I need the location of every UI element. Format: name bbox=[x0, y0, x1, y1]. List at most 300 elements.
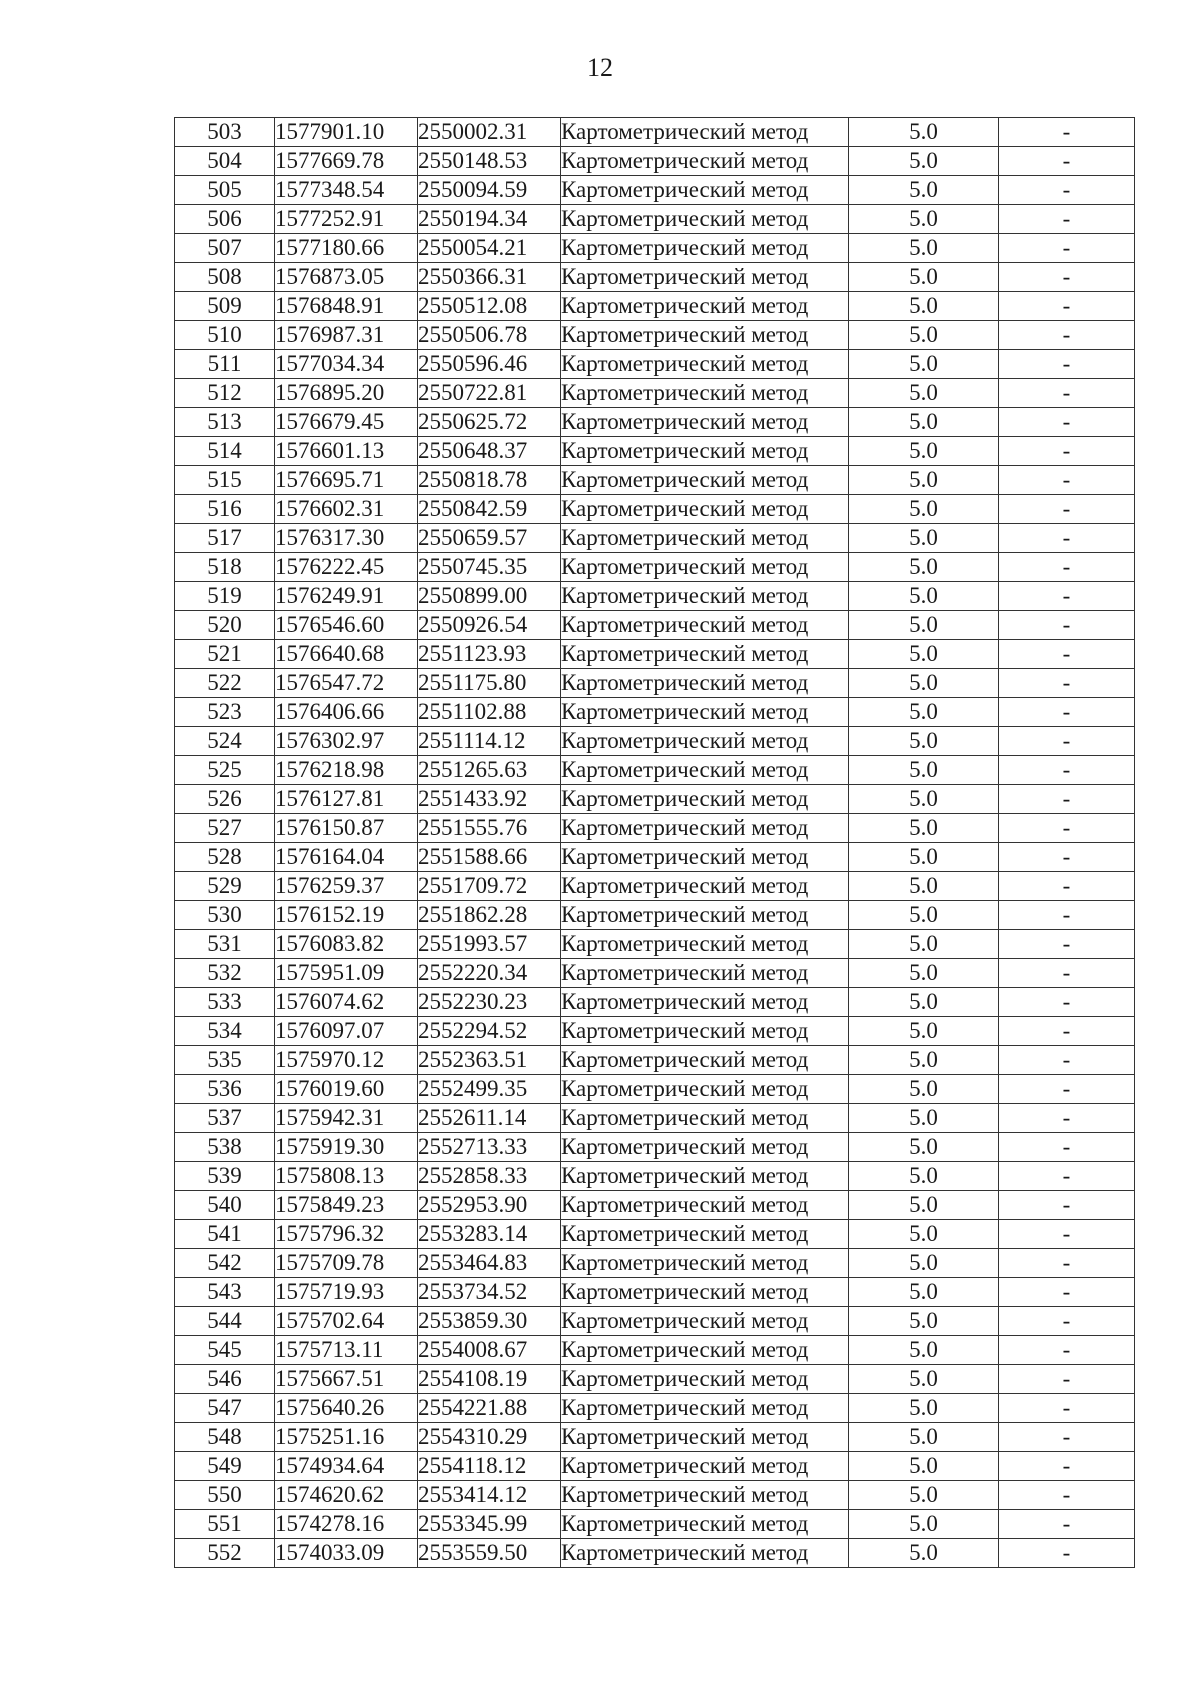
x-coordinate-cell: 1577348.54 bbox=[275, 176, 418, 205]
note-cell: - bbox=[999, 1452, 1135, 1481]
point-number-cell: 530 bbox=[175, 901, 275, 930]
method-cell: Картометрический метод bbox=[561, 437, 849, 466]
accuracy-cell: 5.0 bbox=[849, 176, 999, 205]
point-number-cell: 516 bbox=[175, 495, 275, 524]
y-coordinate-cell: 2550659.57 bbox=[418, 524, 561, 553]
accuracy-cell: 5.0 bbox=[849, 466, 999, 495]
note-cell: - bbox=[999, 1104, 1135, 1133]
table-row bbox=[175, 1452, 1135, 1481]
note-cell: - bbox=[999, 1423, 1135, 1452]
note-cell: - bbox=[999, 379, 1135, 408]
accuracy-cell: 5.0 bbox=[849, 1278, 999, 1307]
table-row bbox=[175, 1104, 1135, 1133]
accuracy-cell: 5.0 bbox=[849, 350, 999, 379]
table-row bbox=[175, 814, 1135, 843]
note-cell: - bbox=[999, 698, 1135, 727]
method-cell: Картометрический метод bbox=[561, 582, 849, 611]
point-number-cell: 527 bbox=[175, 814, 275, 843]
table-row bbox=[175, 1481, 1135, 1510]
y-coordinate-cell: 2551114.12 bbox=[418, 727, 561, 756]
method-cell: Картометрический метод bbox=[561, 524, 849, 553]
y-coordinate-cell: 2550596.46 bbox=[418, 350, 561, 379]
table-row bbox=[175, 205, 1135, 234]
x-coordinate-cell: 1574033.09 bbox=[275, 1539, 418, 1568]
table-row bbox=[175, 1307, 1135, 1336]
x-coordinate-cell: 1577901.10 bbox=[275, 118, 418, 147]
method-cell: Картометрический метод bbox=[561, 292, 849, 321]
y-coordinate-cell: 2551123.93 bbox=[418, 640, 561, 669]
x-coordinate-cell: 1576406.66 bbox=[275, 698, 418, 727]
table-row bbox=[175, 350, 1135, 379]
point-number-cell: 535 bbox=[175, 1046, 275, 1075]
table-row bbox=[175, 1510, 1135, 1539]
point-number-cell: 542 bbox=[175, 1249, 275, 1278]
note-cell: - bbox=[999, 988, 1135, 1017]
x-coordinate-cell: 1576602.31 bbox=[275, 495, 418, 524]
method-cell: Картометрический метод bbox=[561, 1133, 849, 1162]
x-coordinate-cell: 1577252.91 bbox=[275, 205, 418, 234]
table-row bbox=[175, 1220, 1135, 1249]
note-cell: - bbox=[999, 872, 1135, 901]
table-row bbox=[175, 118, 1135, 147]
accuracy-cell: 5.0 bbox=[849, 785, 999, 814]
accuracy-cell: 5.0 bbox=[849, 1539, 999, 1568]
note-cell: - bbox=[999, 669, 1135, 698]
x-coordinate-cell: 1575951.09 bbox=[275, 959, 418, 988]
note-cell: - bbox=[999, 930, 1135, 959]
y-coordinate-cell: 2550625.72 bbox=[418, 408, 561, 437]
note-cell: - bbox=[999, 234, 1135, 263]
y-coordinate-cell: 2553734.52 bbox=[418, 1278, 561, 1307]
y-coordinate-cell: 2551709.72 bbox=[418, 872, 561, 901]
table-row bbox=[175, 959, 1135, 988]
accuracy-cell: 5.0 bbox=[849, 1191, 999, 1220]
x-coordinate-cell: 1575709.78 bbox=[275, 1249, 418, 1278]
y-coordinate-cell: 2553345.99 bbox=[418, 1510, 561, 1539]
accuracy-cell: 5.0 bbox=[849, 930, 999, 959]
table-row bbox=[175, 930, 1135, 959]
x-coordinate-cell: 1576222.45 bbox=[275, 553, 418, 582]
method-cell: Картометрический метод bbox=[561, 1481, 849, 1510]
x-coordinate-cell: 1576695.71 bbox=[275, 466, 418, 495]
accuracy-cell: 5.0 bbox=[849, 292, 999, 321]
y-coordinate-cell: 2550648.37 bbox=[418, 437, 561, 466]
point-number-cell: 510 bbox=[175, 321, 275, 350]
x-coordinate-cell: 1576127.81 bbox=[275, 785, 418, 814]
table-row bbox=[175, 640, 1135, 669]
method-cell: Картометрический метод bbox=[561, 1075, 849, 1104]
coordinates-table-body bbox=[175, 118, 1135, 1568]
x-coordinate-cell: 1575919.30 bbox=[275, 1133, 418, 1162]
y-coordinate-cell: 2552858.33 bbox=[418, 1162, 561, 1191]
y-coordinate-cell: 2550094.59 bbox=[418, 176, 561, 205]
x-coordinate-cell: 1576640.68 bbox=[275, 640, 418, 669]
note-cell: - bbox=[999, 205, 1135, 234]
table-row bbox=[175, 727, 1135, 756]
coordinates-table bbox=[174, 117, 1135, 1568]
method-cell: Картометрический метод bbox=[561, 1249, 849, 1278]
y-coordinate-cell: 2553859.30 bbox=[418, 1307, 561, 1336]
method-cell: Картометрический метод bbox=[561, 669, 849, 698]
table-row bbox=[175, 524, 1135, 553]
y-coordinate-cell: 2552220.34 bbox=[418, 959, 561, 988]
point-number-cell: 537 bbox=[175, 1104, 275, 1133]
y-coordinate-cell: 2550926.54 bbox=[418, 611, 561, 640]
accuracy-cell: 5.0 bbox=[849, 814, 999, 843]
note-cell: - bbox=[999, 1046, 1135, 1075]
x-coordinate-cell: 1575942.31 bbox=[275, 1104, 418, 1133]
method-cell: Картометрический метод bbox=[561, 1452, 849, 1481]
y-coordinate-cell: 2550054.21 bbox=[418, 234, 561, 263]
y-coordinate-cell: 2554221.88 bbox=[418, 1394, 561, 1423]
y-coordinate-cell: 2552953.90 bbox=[418, 1191, 561, 1220]
accuracy-cell: 5.0 bbox=[849, 408, 999, 437]
point-number-cell: 551 bbox=[175, 1510, 275, 1539]
note-cell: - bbox=[999, 263, 1135, 292]
y-coordinate-cell: 2551555.76 bbox=[418, 814, 561, 843]
accuracy-cell: 5.0 bbox=[849, 1017, 999, 1046]
y-coordinate-cell: 2551265.63 bbox=[418, 756, 561, 785]
accuracy-cell: 5.0 bbox=[849, 988, 999, 1017]
method-cell: Картометрический метод bbox=[561, 1510, 849, 1539]
x-coordinate-cell: 1576097.07 bbox=[275, 1017, 418, 1046]
point-number-cell: 543 bbox=[175, 1278, 275, 1307]
x-coordinate-cell: 1575702.64 bbox=[275, 1307, 418, 1336]
note-cell: - bbox=[999, 495, 1135, 524]
y-coordinate-cell: 2550818.78 bbox=[418, 466, 561, 495]
note-cell: - bbox=[999, 1075, 1135, 1104]
y-coordinate-cell: 2552230.23 bbox=[418, 988, 561, 1017]
point-number-cell: 515 bbox=[175, 466, 275, 495]
x-coordinate-cell: 1577034.34 bbox=[275, 350, 418, 379]
method-cell: Картометрический метод bbox=[561, 553, 849, 582]
x-coordinate-cell: 1574934.64 bbox=[275, 1452, 418, 1481]
accuracy-cell: 5.0 bbox=[849, 263, 999, 292]
method-cell: Картометрический метод bbox=[561, 901, 849, 930]
note-cell: - bbox=[999, 1336, 1135, 1365]
point-number-cell: 517 bbox=[175, 524, 275, 553]
table-row bbox=[175, 1539, 1135, 1568]
accuracy-cell: 5.0 bbox=[849, 640, 999, 669]
y-coordinate-cell: 2553283.14 bbox=[418, 1220, 561, 1249]
table-row bbox=[175, 1075, 1135, 1104]
point-number-cell: 536 bbox=[175, 1075, 275, 1104]
method-cell: Картометрический метод bbox=[561, 1162, 849, 1191]
x-coordinate-cell: 1574278.16 bbox=[275, 1510, 418, 1539]
accuracy-cell: 5.0 bbox=[849, 524, 999, 553]
point-number-cell: 541 bbox=[175, 1220, 275, 1249]
method-cell: Картометрический метод bbox=[561, 176, 849, 205]
y-coordinate-cell: 2552713.33 bbox=[418, 1133, 561, 1162]
point-number-cell: 540 bbox=[175, 1191, 275, 1220]
x-coordinate-cell: 1575251.16 bbox=[275, 1423, 418, 1452]
x-coordinate-cell: 1575849.23 bbox=[275, 1191, 418, 1220]
accuracy-cell: 5.0 bbox=[849, 1452, 999, 1481]
y-coordinate-cell: 2551993.57 bbox=[418, 930, 561, 959]
accuracy-cell: 5.0 bbox=[849, 1220, 999, 1249]
method-cell: Картометрический метод bbox=[561, 698, 849, 727]
accuracy-cell: 5.0 bbox=[849, 1104, 999, 1133]
point-number-cell: 508 bbox=[175, 263, 275, 292]
y-coordinate-cell: 2554108.19 bbox=[418, 1365, 561, 1394]
method-cell: Картометрический метод bbox=[561, 379, 849, 408]
y-coordinate-cell: 2550722.81 bbox=[418, 379, 561, 408]
point-number-cell: 522 bbox=[175, 669, 275, 698]
accuracy-cell: 5.0 bbox=[849, 611, 999, 640]
accuracy-cell: 5.0 bbox=[849, 1365, 999, 1394]
point-number-cell: 545 bbox=[175, 1336, 275, 1365]
point-number-cell: 509 bbox=[175, 292, 275, 321]
table-row bbox=[175, 176, 1135, 205]
accuracy-cell: 5.0 bbox=[849, 553, 999, 582]
note-cell: - bbox=[999, 437, 1135, 466]
page-number: 12 bbox=[587, 53, 613, 82]
x-coordinate-cell: 1576895.20 bbox=[275, 379, 418, 408]
accuracy-cell: 5.0 bbox=[849, 379, 999, 408]
y-coordinate-cell: 2551588.66 bbox=[418, 843, 561, 872]
table-row bbox=[175, 1423, 1135, 1452]
table-row bbox=[175, 611, 1135, 640]
method-cell: Картометрический метод bbox=[561, 814, 849, 843]
point-number-cell: 528 bbox=[175, 843, 275, 872]
y-coordinate-cell: 2552499.35 bbox=[418, 1075, 561, 1104]
x-coordinate-cell: 1576601.13 bbox=[275, 437, 418, 466]
x-coordinate-cell: 1576547.72 bbox=[275, 669, 418, 698]
method-cell: Картометрический метод bbox=[561, 1365, 849, 1394]
note-cell: - bbox=[999, 1162, 1135, 1191]
accuracy-cell: 5.0 bbox=[849, 321, 999, 350]
note-cell: - bbox=[999, 1307, 1135, 1336]
method-cell: Картометрический метод bbox=[561, 205, 849, 234]
note-cell: - bbox=[999, 843, 1135, 872]
table-row bbox=[175, 379, 1135, 408]
y-coordinate-cell: 2550194.34 bbox=[418, 205, 561, 234]
method-cell: Картометрический метод bbox=[561, 872, 849, 901]
note-cell: - bbox=[999, 1278, 1135, 1307]
point-number-cell: 534 bbox=[175, 1017, 275, 1046]
accuracy-cell: 5.0 bbox=[849, 1249, 999, 1278]
note-cell: - bbox=[999, 1365, 1135, 1394]
x-coordinate-cell: 1576249.91 bbox=[275, 582, 418, 611]
y-coordinate-cell: 2550842.59 bbox=[418, 495, 561, 524]
y-coordinate-cell: 2550506.78 bbox=[418, 321, 561, 350]
point-number-cell: 525 bbox=[175, 756, 275, 785]
x-coordinate-cell: 1576987.31 bbox=[275, 321, 418, 350]
x-coordinate-cell: 1576083.82 bbox=[275, 930, 418, 959]
method-cell: Картометрический метод bbox=[561, 350, 849, 379]
note-cell: - bbox=[999, 640, 1135, 669]
y-coordinate-cell: 2554118.12 bbox=[418, 1452, 561, 1481]
accuracy-cell: 5.0 bbox=[849, 1510, 999, 1539]
y-coordinate-cell: 2551862.28 bbox=[418, 901, 561, 930]
accuracy-cell: 5.0 bbox=[849, 1307, 999, 1336]
note-cell: - bbox=[999, 524, 1135, 553]
table-row bbox=[175, 437, 1135, 466]
table-row bbox=[175, 1365, 1135, 1394]
note-cell: - bbox=[999, 901, 1135, 930]
point-number-cell: 504 bbox=[175, 147, 275, 176]
note-cell: - bbox=[999, 466, 1135, 495]
method-cell: Картометрический метод bbox=[561, 1191, 849, 1220]
y-coordinate-cell: 2554310.29 bbox=[418, 1423, 561, 1452]
method-cell: Картометрический метод bbox=[561, 263, 849, 292]
point-number-cell: 546 bbox=[175, 1365, 275, 1394]
table-row bbox=[175, 1394, 1135, 1423]
x-coordinate-cell: 1576218.98 bbox=[275, 756, 418, 785]
accuracy-cell: 5.0 bbox=[849, 1162, 999, 1191]
note-cell: - bbox=[999, 350, 1135, 379]
method-cell: Картометрический метод bbox=[561, 756, 849, 785]
table-row bbox=[175, 292, 1135, 321]
note-cell: - bbox=[999, 292, 1135, 321]
accuracy-cell: 5.0 bbox=[849, 1046, 999, 1075]
x-coordinate-cell: 1576848.91 bbox=[275, 292, 418, 321]
note-cell: - bbox=[999, 1191, 1135, 1220]
table-row bbox=[175, 872, 1135, 901]
note-cell: - bbox=[999, 727, 1135, 756]
point-number-cell: 544 bbox=[175, 1307, 275, 1336]
method-cell: Картометрический метод bbox=[561, 1104, 849, 1133]
x-coordinate-cell: 1575808.13 bbox=[275, 1162, 418, 1191]
method-cell: Картометрический метод bbox=[561, 147, 849, 176]
table-row bbox=[175, 756, 1135, 785]
note-cell: - bbox=[999, 1539, 1135, 1568]
note-cell: - bbox=[999, 1017, 1135, 1046]
x-coordinate-cell: 1576164.04 bbox=[275, 843, 418, 872]
y-coordinate-cell: 2550366.31 bbox=[418, 263, 561, 292]
point-number-cell: 503 bbox=[175, 118, 275, 147]
accuracy-cell: 5.0 bbox=[849, 698, 999, 727]
method-cell: Картометрический метод bbox=[561, 1336, 849, 1365]
x-coordinate-cell: 1576019.60 bbox=[275, 1075, 418, 1104]
x-coordinate-cell: 1577180.66 bbox=[275, 234, 418, 263]
point-number-cell: 520 bbox=[175, 611, 275, 640]
note-cell: - bbox=[999, 611, 1135, 640]
note-cell: - bbox=[999, 756, 1135, 785]
method-cell: Картометрический метод bbox=[561, 988, 849, 1017]
point-number-cell: 524 bbox=[175, 727, 275, 756]
point-number-cell: 531 bbox=[175, 930, 275, 959]
table-row bbox=[175, 1133, 1135, 1162]
x-coordinate-cell: 1576074.62 bbox=[275, 988, 418, 1017]
y-coordinate-cell: 2552611.14 bbox=[418, 1104, 561, 1133]
table-row bbox=[175, 466, 1135, 495]
table-row bbox=[175, 1162, 1135, 1191]
accuracy-cell: 5.0 bbox=[849, 727, 999, 756]
accuracy-cell: 5.0 bbox=[849, 1423, 999, 1452]
method-cell: Картометрический метод bbox=[561, 611, 849, 640]
method-cell: Картометрический метод bbox=[561, 727, 849, 756]
x-coordinate-cell: 1575970.12 bbox=[275, 1046, 418, 1075]
x-coordinate-cell: 1576150.87 bbox=[275, 814, 418, 843]
x-coordinate-cell: 1575713.11 bbox=[275, 1336, 418, 1365]
method-cell: Картометрический метод bbox=[561, 466, 849, 495]
point-number-cell: 518 bbox=[175, 553, 275, 582]
accuracy-cell: 5.0 bbox=[849, 437, 999, 466]
note-cell: - bbox=[999, 176, 1135, 205]
point-number-cell: 539 bbox=[175, 1162, 275, 1191]
y-coordinate-cell: 2552294.52 bbox=[418, 1017, 561, 1046]
table-row bbox=[175, 785, 1135, 814]
accuracy-cell: 5.0 bbox=[849, 901, 999, 930]
method-cell: Картометрический метод bbox=[561, 1394, 849, 1423]
method-cell: Картометрический метод bbox=[561, 785, 849, 814]
accuracy-cell: 5.0 bbox=[849, 1075, 999, 1104]
y-coordinate-cell: 2551433.92 bbox=[418, 785, 561, 814]
table-row bbox=[175, 901, 1135, 930]
note-cell: - bbox=[999, 1220, 1135, 1249]
note-cell: - bbox=[999, 959, 1135, 988]
note-cell: - bbox=[999, 553, 1135, 582]
x-coordinate-cell: 1576546.60 bbox=[275, 611, 418, 640]
x-coordinate-cell: 1575667.51 bbox=[275, 1365, 418, 1394]
note-cell: - bbox=[999, 1133, 1135, 1162]
method-cell: Картометрический метод bbox=[561, 1423, 849, 1452]
accuracy-cell: 5.0 bbox=[849, 756, 999, 785]
y-coordinate-cell: 2553464.83 bbox=[418, 1249, 561, 1278]
table-row bbox=[175, 147, 1135, 176]
method-cell: Картометрический метод bbox=[561, 408, 849, 437]
note-cell: - bbox=[999, 321, 1135, 350]
table-row bbox=[175, 698, 1135, 727]
y-coordinate-cell: 2554008.67 bbox=[418, 1336, 561, 1365]
point-number-cell: 547 bbox=[175, 1394, 275, 1423]
point-number-cell: 549 bbox=[175, 1452, 275, 1481]
y-coordinate-cell: 2550899.00 bbox=[418, 582, 561, 611]
point-number-cell: 532 bbox=[175, 959, 275, 988]
accuracy-cell: 5.0 bbox=[849, 495, 999, 524]
table-row bbox=[175, 669, 1135, 698]
table-row bbox=[175, 1336, 1135, 1365]
y-coordinate-cell: 2550745.35 bbox=[418, 553, 561, 582]
point-number-cell: 512 bbox=[175, 379, 275, 408]
accuracy-cell: 5.0 bbox=[849, 582, 999, 611]
method-cell: Картометрический метод bbox=[561, 1307, 849, 1336]
accuracy-cell: 5.0 bbox=[849, 234, 999, 263]
point-number-cell: 507 bbox=[175, 234, 275, 263]
table-row bbox=[175, 1278, 1135, 1307]
point-number-cell: 533 bbox=[175, 988, 275, 1017]
table-row bbox=[175, 988, 1135, 1017]
method-cell: Картометрический метод bbox=[561, 1539, 849, 1568]
note-cell: - bbox=[999, 1249, 1135, 1278]
accuracy-cell: 5.0 bbox=[849, 1394, 999, 1423]
y-coordinate-cell: 2550512.08 bbox=[418, 292, 561, 321]
point-number-cell: 506 bbox=[175, 205, 275, 234]
accuracy-cell: 5.0 bbox=[849, 959, 999, 988]
table-row bbox=[175, 1017, 1135, 1046]
point-number-cell: 523 bbox=[175, 698, 275, 727]
point-number-cell: 505 bbox=[175, 176, 275, 205]
method-cell: Картометрический метод bbox=[561, 1046, 849, 1075]
method-cell: Картометрический метод bbox=[561, 843, 849, 872]
table-row bbox=[175, 843, 1135, 872]
y-coordinate-cell: 2550002.31 bbox=[418, 118, 561, 147]
table-row bbox=[175, 553, 1135, 582]
table-row bbox=[175, 1191, 1135, 1220]
method-cell: Картометрический метод bbox=[561, 959, 849, 988]
note-cell: - bbox=[999, 785, 1135, 814]
y-coordinate-cell: 2553559.50 bbox=[418, 1539, 561, 1568]
x-coordinate-cell: 1577669.78 bbox=[275, 147, 418, 176]
x-coordinate-cell: 1576873.05 bbox=[275, 263, 418, 292]
note-cell: - bbox=[999, 814, 1135, 843]
accuracy-cell: 5.0 bbox=[849, 843, 999, 872]
table-row bbox=[175, 582, 1135, 611]
note-cell: - bbox=[999, 1481, 1135, 1510]
x-coordinate-cell: 1574620.62 bbox=[275, 1481, 418, 1510]
point-number-cell: 552 bbox=[175, 1539, 275, 1568]
